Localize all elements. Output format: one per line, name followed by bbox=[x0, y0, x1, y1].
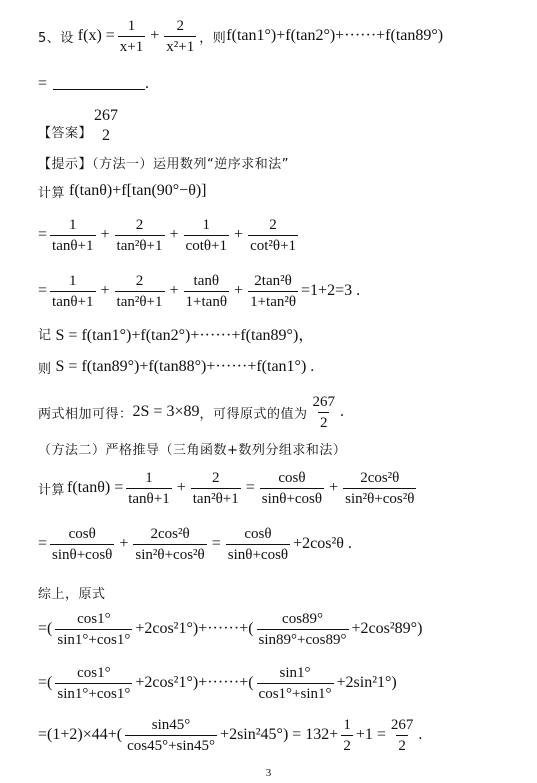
method2-title: （方法二）严格推导（三角函数+数列分组求和法） bbox=[38, 442, 347, 458]
page-number: 3 bbox=[265, 767, 272, 779]
fraction: $\frac{\text{2tan²θ}}{\text{1+tan²θ}}$ bbox=[250, 272, 297, 310]
fraction: $\frac{\text{2cos²θ}}{\text{sin²θ+cos²θ}}$ bbox=[345, 469, 415, 507]
step-line-a: = $\frac{1}{\tan\theta+1}$ + $\frac{2}{\text{tan²θ+1}}$ + $\frac{1}{\cot\theta+1}$ + $\frac{2}{\text{cot²θ+1}}$ bbox=[38, 216, 297, 254]
answer-fraction: 267 2 bbox=[94, 107, 119, 144]
answer-line bbox=[38, 104, 118, 148]
sum-line: 两式相加可得： 2S = 3×89 ，可得原式的值为 $\frac{267}{2}$ . bbox=[38, 393, 344, 431]
fraction: $\frac{\text{2cos²θ}}{\text{sin²θ+cos²θ}}$ bbox=[135, 525, 205, 563]
step-line-g: = $\frac{\cos\theta}{\sin\theta+\cos\theta}$ + $\frac{\text{2cos²θ}}{\text{sin²θ+cos²θ}}$ = $\frac{\cos\theta}{\sin\theta+\cos\theta}$ +2cos²θ . bbox=[38, 525, 352, 563]
fraction: $\frac{2}{\text{tan²θ+1}}$ bbox=[192, 469, 239, 507]
fraction: $\frac{\cos 1^\circ}{\sin 1^\circ+\cos 1^\circ}$ bbox=[57, 664, 131, 702]
sum-expression: f(tan1°)+f(tan2°)+······+f(tan89°) bbox=[226, 27, 444, 44]
then-text: ，则 bbox=[199, 30, 227, 46]
define-s-line: 记 S = f(tan1°)+f(tan2°)+······+f(tan89°)， bbox=[38, 326, 315, 344]
step-line-i: =( $\frac{\cos 1^\circ}{\sin 1^\circ+\cos 1^\circ}$ +2cos²1°)+······+( $\frac{\sin 1^\circ}{\cos 1^\circ+\sin 1^\circ}$ +2sin²1°) bbox=[38, 664, 397, 702]
problem-line: 5、设 f(x) = $\frac{1}{x+1}$ + $\frac{2}{\text{x²+1}}$ ，则 f(tan1°)+f(tan2°)+······+f(tan89°) bbox=[38, 17, 444, 55]
problem-number: 5、设 bbox=[38, 30, 74, 46]
hint-title: 【提示】（方法一）运用数列“逆序求和法” bbox=[38, 156, 289, 172]
fraction: $\frac{2}{\text{cot²θ+1}}$ bbox=[250, 216, 297, 254]
fraction: $\frac{1}{x+1}$ bbox=[119, 17, 144, 55]
fraction: $\frac{267}{2}$ bbox=[312, 393, 335, 431]
fraction: $\frac{\cos\theta}{\sin\theta+\cos\theta}$ bbox=[227, 525, 289, 563]
result: =1+2=3 . bbox=[301, 282, 361, 299]
fraction: $\frac{2}{\text{tan²θ+1}}$ bbox=[116, 272, 163, 310]
fraction: $\frac{\cos 89^\circ}{\sin 89^\circ+\cos 89^\circ}$ bbox=[258, 610, 347, 648]
fraction: $\frac{2}{\text{tan²θ+1}}$ bbox=[116, 216, 163, 254]
function-def: f(x) = bbox=[77, 27, 115, 44]
answer-label: 【答案】 bbox=[38, 125, 93, 141]
step-line-f: 计算 f(tanθ) = $\frac{1}{\tan\theta+1}$ + $\frac{2}{\text{tan²θ+1}}$ = $\frac{\cos\theta}{\sin\theta+\cos\theta}$ + $\frac{\text{2cos²θ}}{\text{sin²θ+cos²θ}}$ bbox=[38, 469, 415, 507]
step-line-h: =( $\frac{\cos 1^\circ}{\sin 1^\circ+\cos 1^\circ}$ +2cos²1°)+······+( $\frac{\cos 89^\circ}{\sin 89^\circ+\cos 89^\circ}$ +2cos²89°) bbox=[38, 610, 423, 648]
fraction: $\frac{1}{\cot\theta+1}$ bbox=[185, 216, 228, 254]
fraction: $\frac{\cos\theta}{\sin\theta+\cos\theta}$ bbox=[261, 469, 323, 507]
fraction: $\frac{1}{2}$ bbox=[343, 716, 351, 754]
fraction: $\frac{1}{\tan\theta+1}$ bbox=[128, 469, 170, 507]
answer-blank-line: = . bbox=[38, 75, 150, 92]
fraction: $\frac{\cos\theta}{\sin\theta+\cos\theta}$ bbox=[52, 525, 113, 563]
final-fraction: $\frac{267}{2}$ bbox=[390, 716, 414, 754]
fraction: $\frac{\sin 45^\circ}{\cos 45^\circ+\sin 45^\circ}$ bbox=[127, 716, 216, 754]
fraction: $\frac{1}{\tan\theta+1}$ bbox=[52, 216, 94, 254]
compute-line: 计算 f(tanθ)+f[tan(90°−θ)] bbox=[38, 182, 207, 201]
reverse-s-line: 则 S = f(tan89°)+f(tan88°)+······+f(tan1°) . bbox=[38, 358, 315, 377]
fraction: $\frac{1}{\tan\theta+1}$ bbox=[52, 272, 94, 310]
step-line-j: =(1+2)×44+( $\frac{\sin 45^\circ}{\cos 45^\circ+\sin 45^\circ}$ +2sin²45°) = 132+ $\frac{1}{2}$ +1 = $\frac{267}{2}$ . bbox=[38, 716, 423, 754]
fraction: $\frac{\sin 1^\circ}{\cos 1^\circ+\sin 1^\circ}$ bbox=[258, 664, 332, 702]
step-line-b: = $\frac{1}{\tan\theta+1}$ + $\frac{2}{\text{tan²θ+1}}$ + $\frac{\tan\theta}{1+\tan\theta}$ + $\frac{\text{2tan²θ}}{\text{1+tan²θ}}$ =1+2=3 . bbox=[38, 272, 361, 310]
fraction: $\frac{2}{\text{x²+1}}$ bbox=[166, 17, 195, 55]
fraction: $\frac{\cos 1^\circ}{\sin 1^\circ+\cos 1^\circ}$ bbox=[57, 610, 131, 648]
summary-label: 综上，原式 bbox=[38, 586, 106, 602]
answer-blank bbox=[53, 79, 145, 90]
fraction: $\frac{\tan\theta}{1+\tan\theta}$ bbox=[185, 272, 228, 310]
